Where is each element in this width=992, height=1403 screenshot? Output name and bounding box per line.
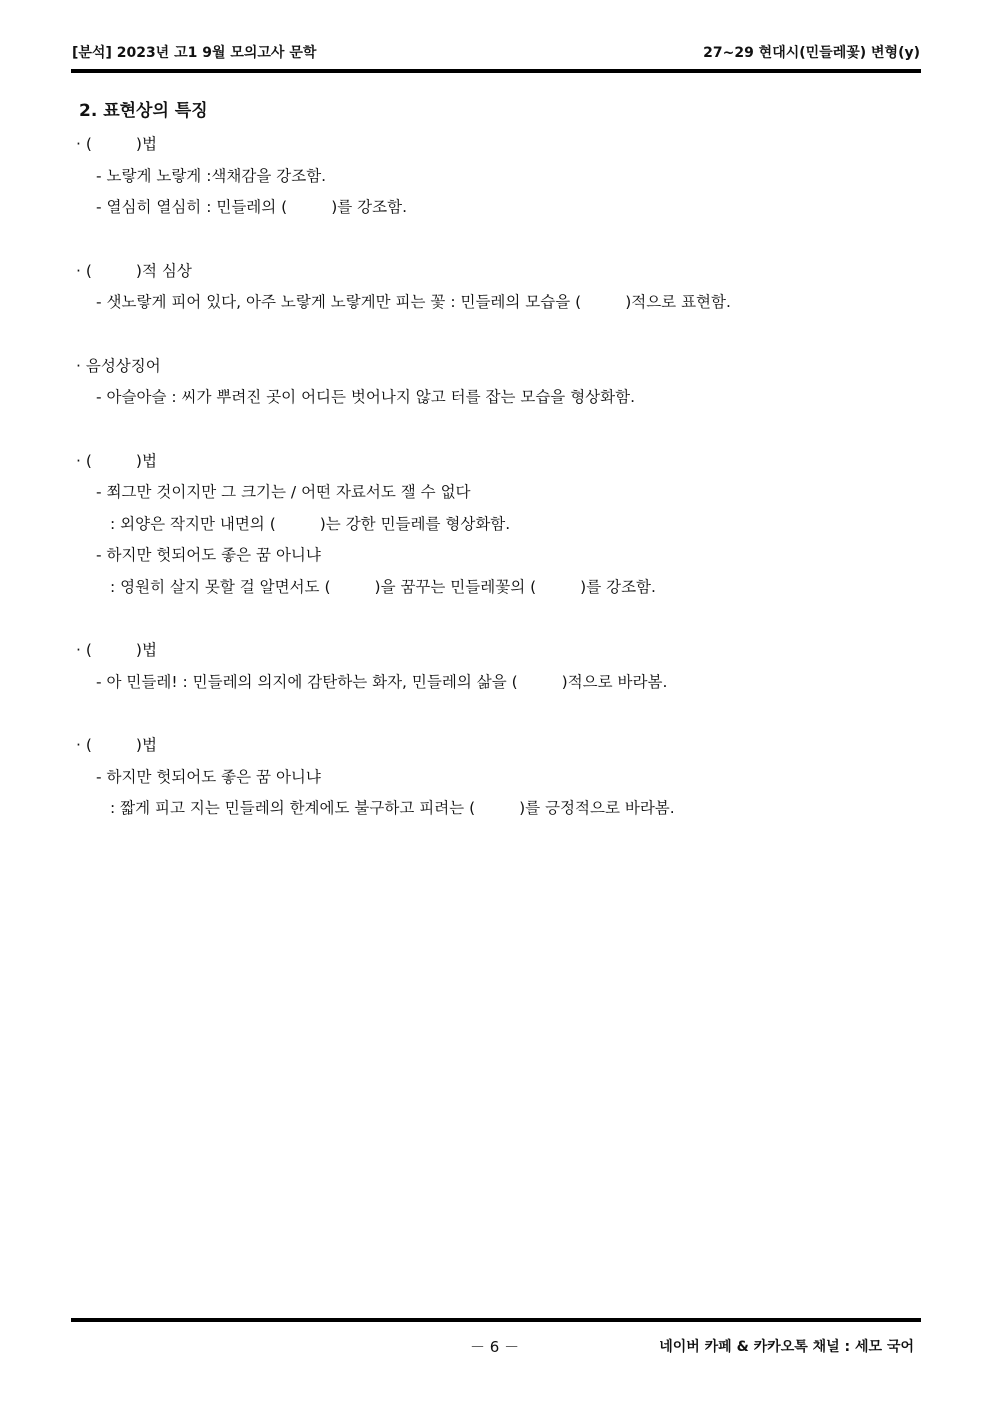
page-number: － 6 －: [470, 1338, 520, 1356]
sub-item: - 하지만 헛되어도 좋은 꿈 아니냐: [96, 767, 321, 786]
bullet-item: · ( )법: [76, 641, 157, 659]
section-title: 2. 표현상의 특징: [79, 101, 208, 121]
bullet-item: · ( )법: [76, 135, 157, 153]
content-body: [76, 129, 936, 825]
sub-item: - 하지만 헛되어도 좋은 꿈 아니냐: [96, 546, 321, 564]
bullet-item: · ( )법: [76, 451, 157, 470]
footer-credit: 네이버 카페 & 카카오톡 채널 : 세모 국어: [659, 1339, 914, 1355]
sub-item: - 아슬아슬 : 씨가 뿌려진 곳이 어디든 벗어나지 않고 터를 잡는 모습을 형상화함.: [96, 388, 636, 406]
sub-item: - 노랗게 노랗게 :색채감을 강조함.: [96, 166, 327, 185]
explanation-item: : 외양은 작지만 내면의 ( )는 강한 민들레를 형상화함.: [110, 514, 511, 533]
header-title: [분석] 2023년 고1 9월 모의고사 문학: [72, 45, 317, 61]
header-rule: [71, 69, 921, 73]
header-subtitle: 27~29 현대시(민들레꽃) 변형(y): [703, 45, 920, 61]
sub-item: - 아 민들레! : 민들레의 의지에 감탄하는 화자, 민들레의 삶을 ( )적으로 바라봄.: [96, 672, 668, 691]
sub-item: - 열심히 열심히 : 민들레의 ( )를 강조함.: [96, 198, 408, 216]
footer-rule: [71, 1318, 921, 1322]
bullet-item: · 음성상징어: [76, 356, 161, 375]
sub-item: - 쬐그만 것이지만 그 크기는 / 어떤 자료서도 잴 수 없다: [96, 483, 471, 501]
sub-item: - 샛노랗게 피어 있다, 아주 노랗게 노랗게만 피는 꽃 : 민들레의 모습을 ( )적으로 표현함.: [96, 293, 731, 311]
explanation-item: : 영원히 살지 못할 걸 알면서도 ( )을 꿈꾸는 민들레꽃의 ( )를 강조함.: [110, 577, 656, 596]
explanation-item: : 짧게 피고 지는 민들레의 한계에도 불구하고 피려는 ( )를 긍정적으로 바라봄.: [110, 799, 675, 817]
bullet-item: · ( )적 심상: [76, 261, 192, 280]
page-header: [72, 42, 920, 66]
bullet-item: · ( )법: [76, 736, 157, 754]
